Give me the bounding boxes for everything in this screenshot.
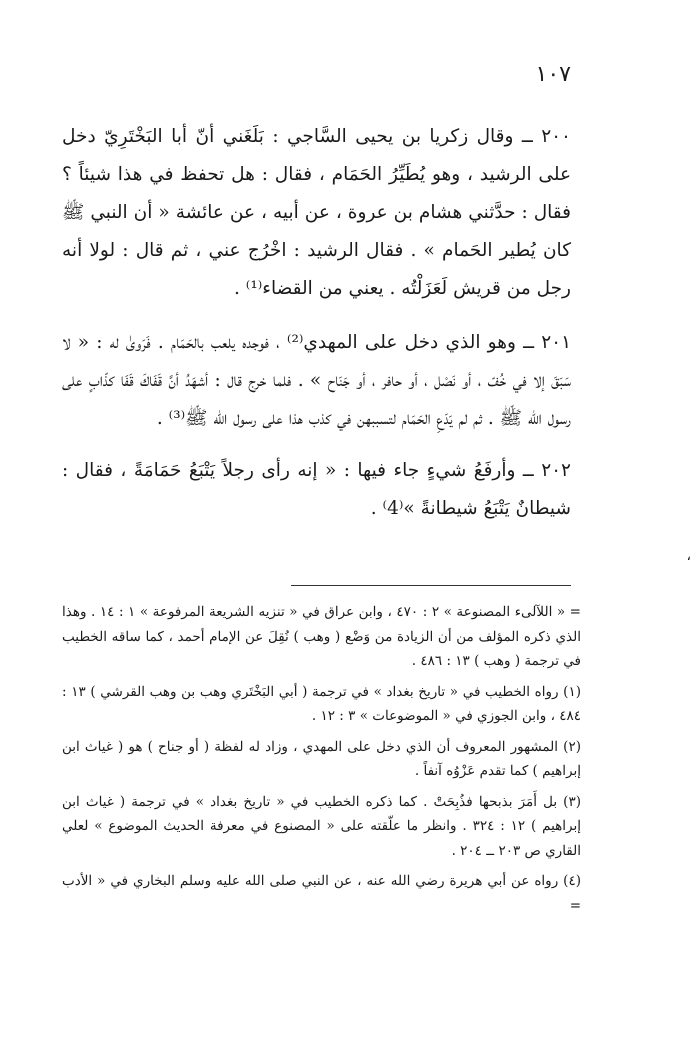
footnote-4: (٤) رواه عن أبي هريرة رضي الله عنه ، عن النبي صلى الله عليه وسلم البخاري في « الأدب = bbox=[62, 873, 581, 914]
paragraph-202: ٢٠٢ ــ وأرفَعُ شيءٍ جاء فيها : « إنه رأى رجلاً يَتْبَعُ حَمَامَةً ، فقال : شيطانٌ يَتْبَعُ شيطانةً »⁽4⁾ . bbox=[62, 460, 571, 519]
margin-mark: ، bbox=[686, 548, 691, 564]
paragraph-200: ٢٠٠ ــ وقال زكريا بن يحيى السَّاجي : بَلَغَني أنّ أبا البَخْتَرِيّ دخل على الرشيد ، وهو يُطَيِّرُ الحَمَام ، فقال : هل تحفظ في هذا شيئاً ؟ فقال : حدَّثني هشام بن عروة ، عن أبيه ، عن عائشة « أن النبي ﷺ كان يُطير الحَمام » . فقال الرشيد : اخْرُج عني ، ثم قال : لولا أنه رجل من قريش لَعَزَلْتُه . يعني من القضاء⁽¹⁾ . bbox=[62, 126, 571, 299]
footnote-divider bbox=[291, 585, 571, 586]
footnote-1: (١) رواه الخطيب في « تاريخ بغداد » في ترجمة ( أبي البَخْتَري وهب بن وهب القرشي ) ١٣ : ٤٨٤ ، وابن الجوزي في « الموضوعات » ٣ : ١٢ . bbox=[62, 683, 581, 724]
footnotes bbox=[62, 600, 581, 924]
footnote-continuation: = « اللآلىء المصنوعة » ٢ : ٤٧٠ ، وابن عراق في « تنزيه الشريعة المرفوعة » ١ : ١٤ . وهذا الذي ذكره المؤلف من أن الزيادة من وَضْع ( وهب ) نُقِلَ عن الإمام أحمد ، كما ساقه الخطيب في ترجمة ( وهب ) ١٣ : ٤٨٦ . bbox=[62, 604, 581, 669]
footnote-3: (٣) بل أَمَرَ بذبحها فذُبِحَتْ . كما ذكره الخطيب في « تاريخ بغداد » في ترجمة ( غياث ابن إبراهيم ) ١٢ : ٣٢٤ . وانظر ما علّقته على « المصنوع في معرفة الحديث الموضوع » لعلي القاري ص ٢٠٣ ــ ٢٠٤ . bbox=[62, 793, 581, 859]
footnote-2: (٢) المشهور المعروف أن الذي دخل على المهدي ، وزاد له لفظة ( أو جناح ) هو ( غياث ابن إبراهيم ) كما تقدم عَزْوُه آنفاً . bbox=[62, 738, 581, 779]
paragraph-201: ٢٠١ ــ وهو الذي دخل على المهدي⁽²⁾ ، فوجده يلعب بالحَمَام . فَرَوىٰ له : « لا سَبَقَ إلا في خُفّ ، أو نَصْل ، أو حافر ، أو جَنَاح » . فلما خرج قال : أشهَدُ أنَّ قَفَاكَ قَفَا كذّابٍ على رسول الله ﷺ . ثم لم يَدَعِ الحَمَام لتسببهن في كذب هذا على رسول الله ﷺ⁽³⁾ . bbox=[62, 332, 572, 429]
main-text bbox=[62, 118, 571, 542]
page-number: ١٠٧ bbox=[535, 62, 571, 87]
